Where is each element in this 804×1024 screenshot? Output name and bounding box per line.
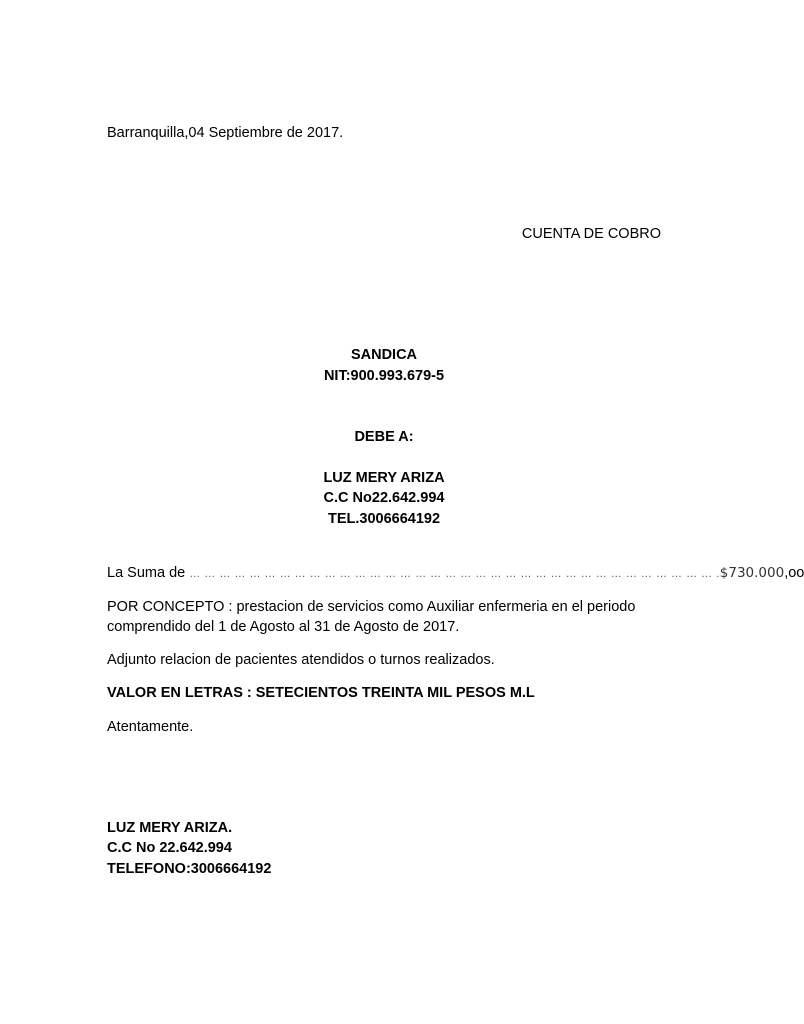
signature-cc: C.C No 22.642.994 [107,840,232,856]
amount-value: $730.000 [719,565,785,581]
debe-label: DEBE A: [354,429,414,445]
concept-paragraph: POR CONCEPTO : prestacion de servicios como Auxiliar enfermeria en el periodo comprendido del 1 de Agosto al 31 de Agosto de 2017. [107,599,636,635]
amount-row [107,563,804,584]
creditor-name: LUZ MERY ARIZA [323,470,445,486]
creditor-cc: C.C No22.642.994 [323,490,445,506]
signature-name: LUZ MERY ARIZA. [107,820,233,836]
document-title: CUENTA DE COBRO [521,226,661,242]
attachment-note: Adjunto relacion de pacientes atendidos o turnos realizados. [107,652,495,668]
document-date: Barranquilla,04 Septiembre de 2017. [107,125,344,141]
dotted-leader: … … … … … … … … … … … … … … … … … … … … … … … … … … … … … … … … … … … . [189,568,720,580]
debtor-name: SANDICA [350,347,418,363]
debtor-nit: NIT:900.993.679-5 [323,368,445,384]
amount-label: La Suma de [107,565,190,581]
closing-line: Atentamente. [107,719,194,735]
amount-in-words: VALOR EN LETRAS : SETECIENTOS TREINTA MIL PESOS M.L [107,685,535,701]
amount-suffix: ,oo [784,565,804,581]
creditor-tel: TEL.3006664192 [327,511,441,527]
signature-phone: TELEFONO:3006664192 [107,861,272,877]
